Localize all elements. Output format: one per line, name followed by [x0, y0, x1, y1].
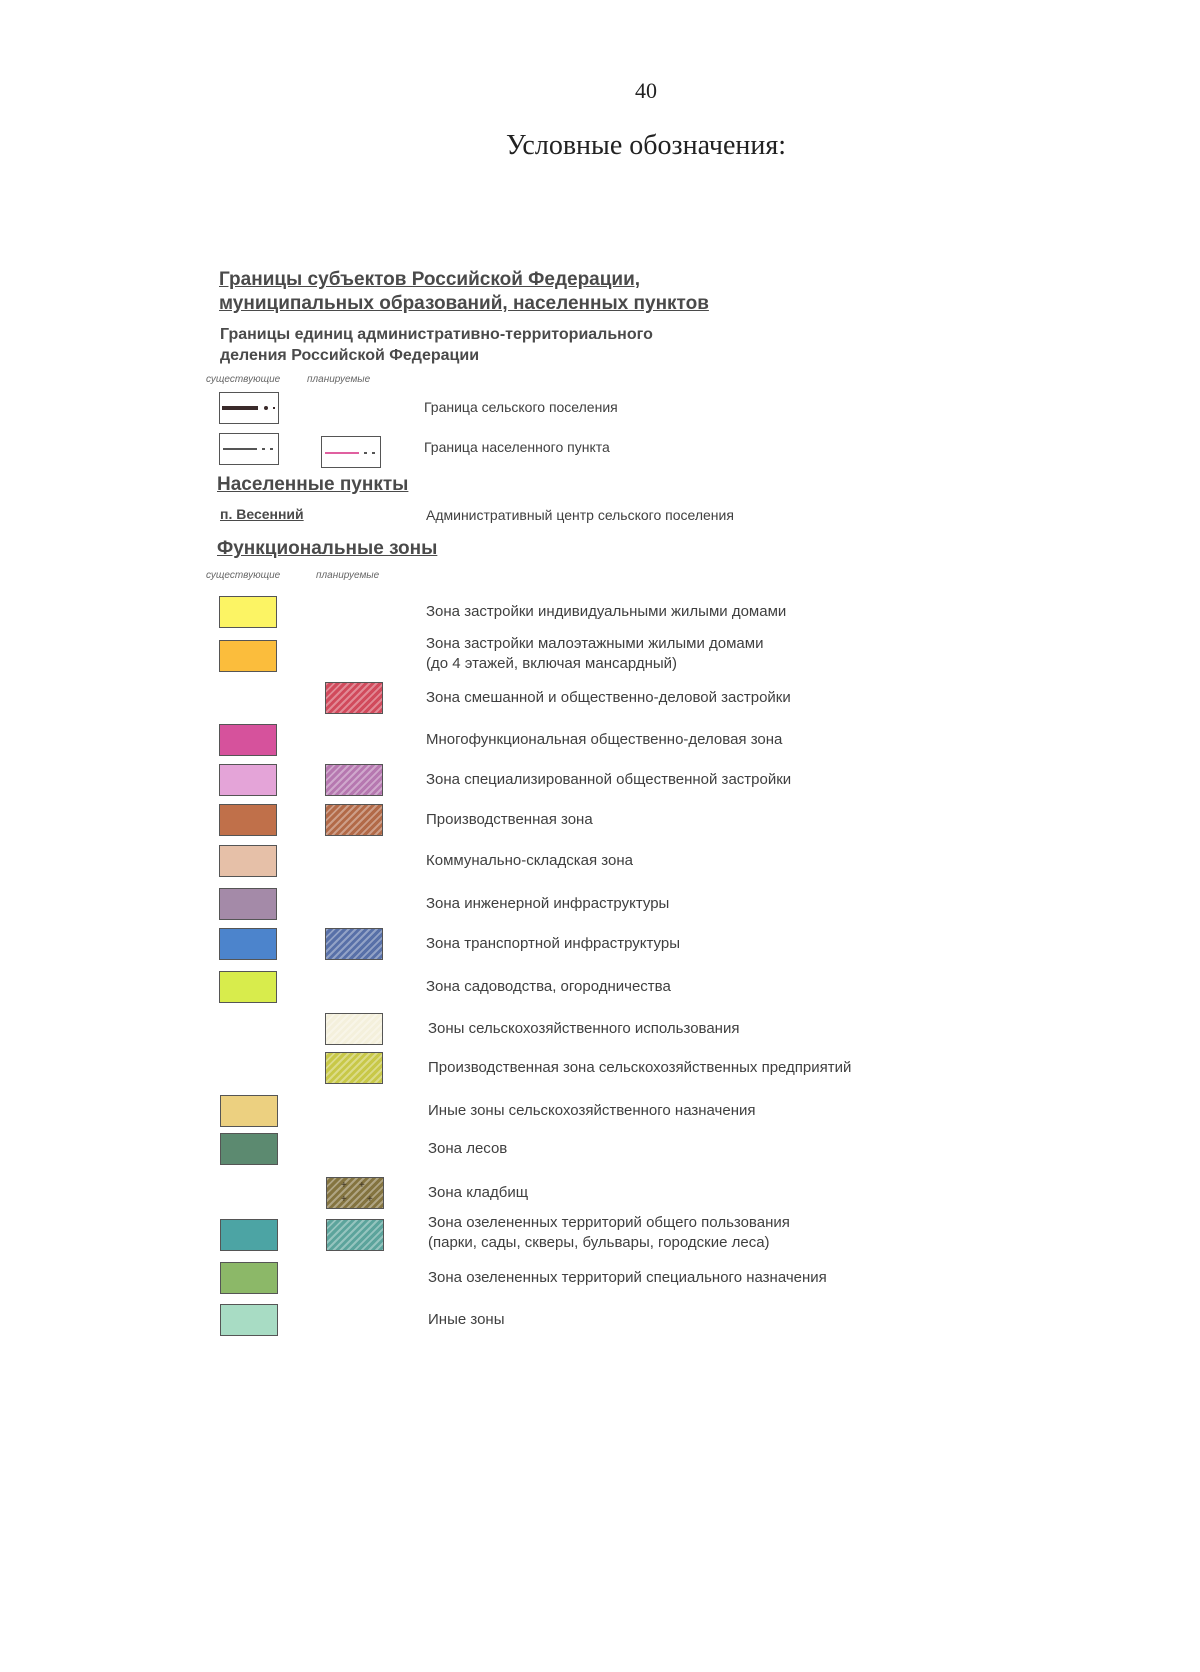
settlement-name: п. Весенний	[220, 506, 304, 522]
zone-label-line1: Зона инженерной инфраструктуры	[426, 895, 670, 912]
borders-subheading-line1: Границы единиц административно-территориального	[220, 326, 653, 343]
zone-swatch-existing	[219, 888, 277, 920]
borders-subheading-line2: деления Российской Федерации	[220, 347, 480, 364]
zone-label-line2: (парки, сады, скверы, бульвары, городские леса)	[428, 1234, 770, 1251]
zone-swatch-existing	[220, 1304, 278, 1336]
zone-label	[428, 1213, 790, 1253]
zone-label-line1: Зона озелененных территорий специального назначения	[428, 1269, 827, 1286]
zone-swatch-existing	[219, 928, 277, 960]
cross-icon: +	[359, 1180, 365, 1191]
zone-swatch-existing	[219, 845, 277, 877]
page-number: 40	[635, 78, 657, 103]
zone-label-line1: Зона специализированной общественной застройки	[426, 771, 792, 788]
zone-label	[428, 1268, 827, 1288]
zone-label	[428, 1019, 739, 1039]
zone-label-line1: Иные зоны сельскохозяйственного назначения	[428, 1102, 756, 1119]
zone-label	[426, 730, 782, 750]
cross-icon: +	[341, 1194, 347, 1205]
zone-swatch-existing	[219, 596, 277, 628]
zone-label	[426, 851, 633, 871]
zone-label-line1: Многофункциональная общественно-деловая зона	[426, 731, 783, 748]
cross-icon: +	[341, 1180, 347, 1191]
borders-col-planned: планируемые	[307, 374, 371, 385]
borders-col-existing: существующие	[206, 374, 281, 385]
zone-swatch-planned	[325, 764, 383, 796]
zone-swatch-existing	[219, 971, 277, 1003]
zone-swatch-existing	[220, 1262, 278, 1294]
zone-swatch-existing	[219, 724, 277, 756]
zone-swatch-planned	[325, 1013, 383, 1045]
settlement-border-label: Граница населенного пункта	[424, 439, 610, 455]
zone-swatch-planned	[326, 1219, 384, 1251]
zone-label-line1: Зона смешанной и общественно-деловой застройки	[426, 689, 791, 706]
zone-swatch-existing	[220, 1133, 278, 1165]
settlement-admin-center-label: Административный центр сельского поселения	[426, 507, 734, 523]
settlement-border-existing-symbol	[219, 433, 279, 465]
rural-border-existing-symbol	[219, 392, 279, 424]
zone-label-line1: Зоны сельскохозяйственного использования	[428, 1020, 740, 1037]
zone-swatch-existing	[220, 1219, 278, 1251]
zone-label-line1: Зона озелененных территорий общего пользования	[428, 1214, 790, 1231]
settlements-heading: Населенные пункты	[217, 474, 409, 495]
zone-label-line1: Зона садоводства, огородничества	[426, 978, 671, 995]
zone-label	[428, 1101, 756, 1121]
zone-swatch-planned	[325, 928, 383, 960]
zone-label	[428, 1139, 507, 1159]
zone-label-line1: Иные зоны	[428, 1311, 505, 1328]
zone-label-line1: Коммунально-складская зона	[426, 852, 633, 869]
zone-label	[428, 1183, 528, 1203]
zone-label	[426, 688, 791, 708]
zone-label	[426, 810, 593, 830]
zone-swatch-existing	[219, 764, 277, 796]
zone-label-line1: Зона застройки малоэтажными жилыми домами	[426, 635, 764, 652]
zone-swatch-existing	[219, 804, 277, 836]
zone-swatch-existing	[220, 1095, 278, 1127]
zone-label-line1: Зона застройки индивидуальными жилыми домами	[426, 603, 787, 620]
zone-label	[428, 1310, 504, 1330]
zones-col-planned: планируемые	[316, 570, 380, 581]
zone-label	[426, 602, 786, 622]
zone-label-line1: Зона кладбищ	[428, 1184, 529, 1201]
zone-swatch-planned	[325, 682, 383, 714]
zone-label	[426, 977, 671, 997]
rural-border-label: Граница сельского поселения	[424, 399, 618, 415]
zone-swatch-planned	[325, 804, 383, 836]
page-title: Условные обозначения:	[505, 130, 787, 161]
cross-icon: +	[367, 1194, 373, 1205]
zone-label-line1: Зона лесов	[428, 1140, 508, 1157]
zone-swatch-planned	[326, 1177, 384, 1209]
zones-heading: Функциональные зоны	[217, 538, 438, 559]
zone-label	[426, 894, 669, 914]
zone-swatch-existing	[219, 640, 277, 672]
zone-label	[426, 770, 791, 790]
zones-col-existing: существующие	[206, 570, 281, 581]
borders-heading-line1: Границы субъектов Российской Федерации,	[219, 269, 641, 290]
zone-label-line1: Зона транспортной инфраструктуры	[426, 935, 681, 952]
borders-heading-line2: муниципальных образований, населенных пунктов	[219, 293, 709, 314]
zone-label	[428, 1058, 851, 1078]
zone-swatch-planned	[325, 1052, 383, 1084]
settlement-border-planned-symbol	[321, 436, 381, 468]
zone-label-line1: Производственная зона	[426, 811, 593, 828]
zone-label	[426, 934, 680, 954]
zone-label	[426, 634, 763, 674]
zone-label-line2: (до 4 этажей, включая мансардный)	[426, 655, 678, 672]
zone-label-line1: Производственная зона сельскохозяйственных предприятий	[428, 1059, 852, 1076]
